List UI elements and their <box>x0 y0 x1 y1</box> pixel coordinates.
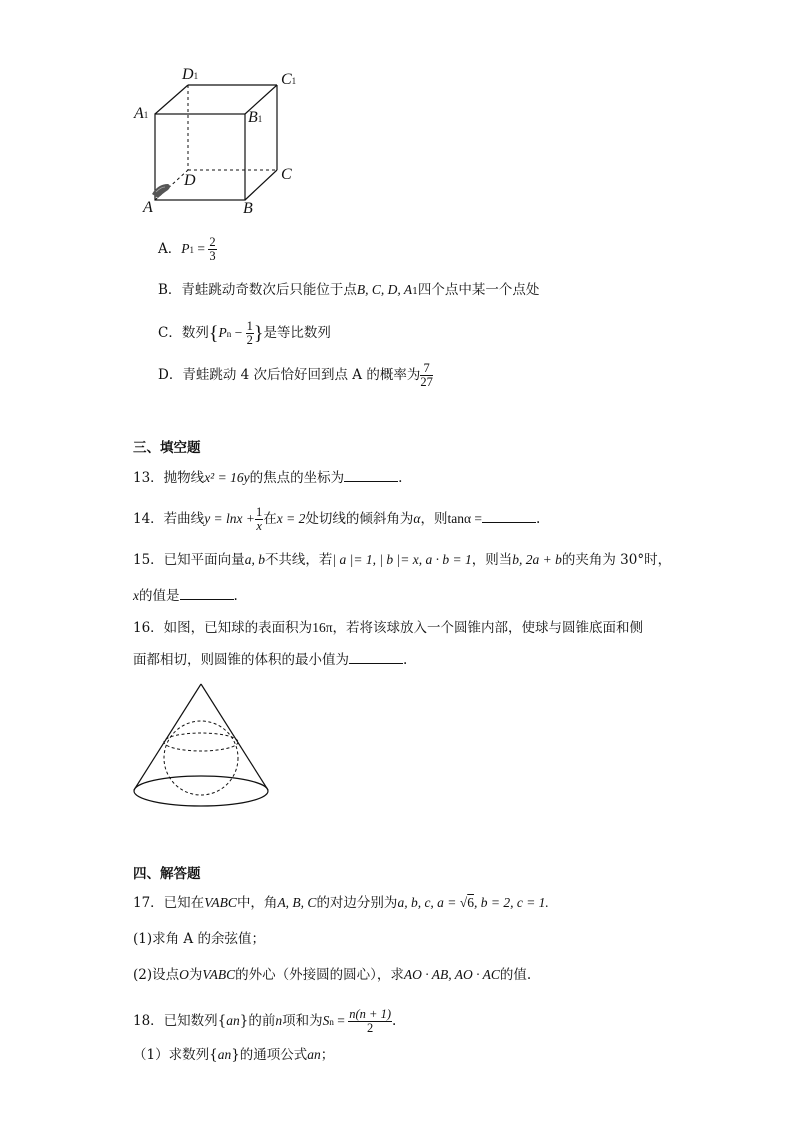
label-B: B <box>243 200 253 217</box>
section-heading-solutions: 四、解答题 <box>133 866 201 882</box>
fraction-18: $\frac{n(n + 1)}{2}$ <box>349 1007 392 1035</box>
answer-blank-14[interactable] <box>482 510 536 523</box>
label-B1: B1 <box>248 109 263 126</box>
question-16: 16．如图，已知球的表面积为16π，若将该球放入一个圆锥内部，使球与圆锥底面和侧 <box>133 620 644 636</box>
fraction-c: $\frac{1}{2}$ <box>246 319 253 347</box>
question-15: 15．已知平面向量a, b不共线，若| a |= 1, | b |= x, a · b = 1，则当b, 2a + b的夹角为 30°时， <box>133 552 672 568</box>
label-C: C <box>281 166 292 183</box>
question-14: 14．若曲线y = lnx + $\frac{1}{x}$ 在x = 2处切线的倾斜角为α，则tanα = . <box>133 505 541 533</box>
question-17: 17．已知在VABC中，角A, B, C的对边分别为a, b, c, a = √6, b = 2, c = 1. <box>133 895 549 911</box>
label-A: A <box>143 199 153 216</box>
question-18-part1: （1）求数列{an}的通项公式an； <box>133 1047 335 1063</box>
question-17-part1: (1)求角 A 的余弦值； <box>133 931 265 947</box>
cone-sphere-figure <box>130 680 280 810</box>
cube-figure <box>0 0 320 230</box>
section-heading-fill-in: 三、填空题 <box>133 440 201 456</box>
fraction-d: $\frac{7}{27}$ <box>420 361 433 389</box>
answer-blank-13[interactable] <box>344 469 398 482</box>
option-c: C．数列{Pn − $\frac{1}{2}$ }是等比数列 <box>158 319 331 347</box>
question-18: 18．已知数列{an}的前n项和为Sn = $\frac{n(n + 1)}{2}$ . <box>133 1007 397 1035</box>
label-C1: C1 <box>281 71 297 88</box>
question-16-line2: 面都相切，则圆锥的体积的最小值为 . <box>133 652 408 668</box>
label-D1: D1 <box>182 66 199 83</box>
question-15-line2: x的值是 . <box>133 588 238 604</box>
answer-blank-16[interactable] <box>349 651 403 664</box>
label-D: D <box>184 172 196 189</box>
label-A1: A1 <box>134 105 149 122</box>
option-a: A．P1 = $\frac{2}{3}$ <box>158 235 216 263</box>
option-b: B．青蛙跳动奇数次后只能位于点B, C, D, A1四个点中某一个点处 <box>158 282 540 298</box>
option-d: D．青蛙跳动 4 次后恰好回到点 A 的概率为 $\frac{7}{27}$ <box>158 361 433 389</box>
question-17-part2: (2)设点O为VABC的外心（外接圆的圆心），求AO · AB, AO · AC的值. <box>133 967 532 983</box>
fraction-14: $\frac{1}{x}$ <box>256 505 263 533</box>
question-13: 13．抛物线x² = 16y的焦点的坐标为 . <box>133 470 403 486</box>
answer-blank-15[interactable] <box>180 587 234 600</box>
fraction-a: $\frac{2}{3}$ <box>209 235 216 263</box>
